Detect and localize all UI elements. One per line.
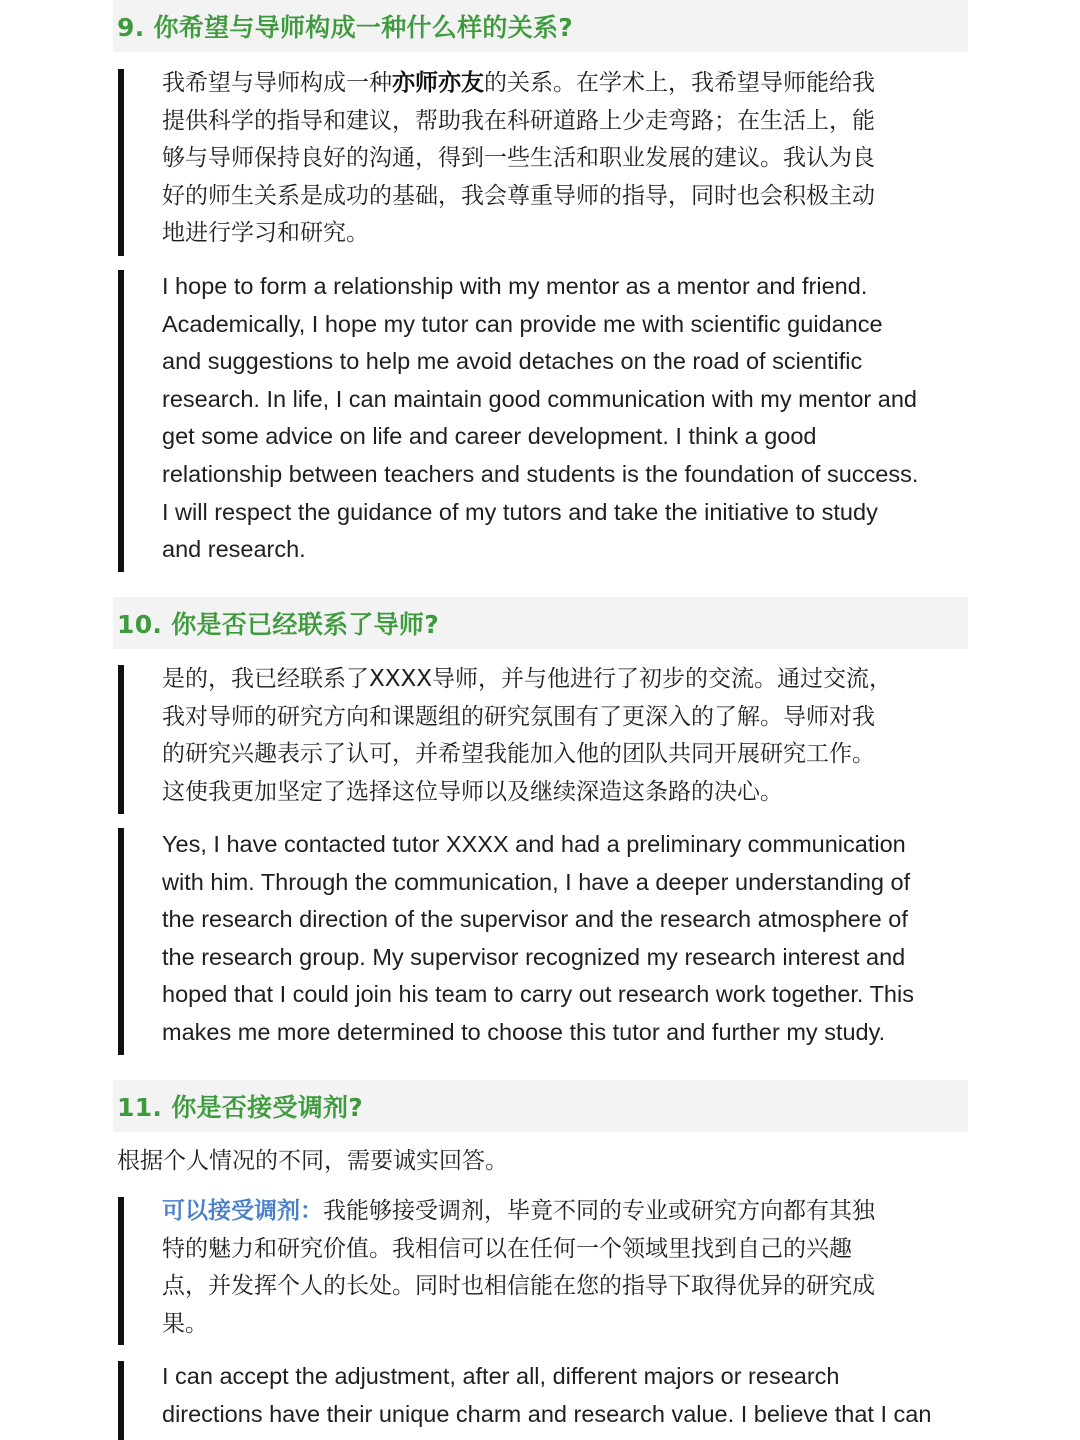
section-9-heading-text: 9. 你希望与导师构成一种什么样的关系? — [117, 13, 574, 42]
section-9-en-text — [162, 268, 962, 569]
section-10-heading — [113, 597, 968, 649]
section-10-en-line-1: Yes, I have contacted tutor XXXX and had a preliminary communication — [162, 831, 906, 857]
section-9-en-line-3: and suggestions to help me avoid detaches on the road of scientific — [162, 348, 863, 375]
section-10-en-line-6: makes me more determined to choose this tutor and further my study. — [162, 1018, 886, 1045]
section-9-zh-text — [162, 65, 962, 253]
section-9-answer-zh — [118, 69, 968, 256]
section-9-zh-line-2: 提供科学的指导和建议，帮助我在科研道路上少走弯路；在生活上，能 — [162, 107, 875, 134]
section-10-zh-line-2: 我对导师的研究方向和课题组的研究氛围有了更深入的了解。导师对我 — [162, 703, 875, 730]
section-9-en-line-1: I hope to form a relationship with my mentor as a mentor and friend. — [162, 273, 868, 299]
section-9-answer-en — [118, 270, 968, 572]
section-11-zh-line-3: 点，并发挥个人的长处。同时也相信能在您的指导下取得优异的研究成 — [162, 1273, 875, 1300]
section-11-zh-line-2: 特的魅力和研究价值。我相信可以在任何一个领域里找到自己的兴趣 — [162, 1235, 852, 1262]
section-10-heading-text: 10. 你是否已经联系了导师? — [117, 610, 439, 639]
section-9-en-line-8: and research. — [162, 536, 306, 563]
section-10-en-line-2: with him. Through the communication, I have a deeper understanding of — [162, 868, 911, 895]
section-9-en-line-6: relationship between teachers and students is the foundation of success. — [162, 460, 919, 487]
section-9-heading — [113, 0, 968, 52]
section-11-answer-zh — [118, 1197, 968, 1345]
section-9-en-line-4: research. In life, I can maintain good communication with my mentor and — [162, 385, 917, 412]
section-9-en-line-2: Academically, I hope my tutor can provide me with scientific guidance — [162, 310, 883, 337]
section-9-zh-line-5: 地进行学习和研究。 — [162, 220, 369, 247]
section-9-zh-line-1 — [162, 65, 962, 103]
section-11-zh-line-1 — [162, 1193, 962, 1231]
section-10-zh-line-3: 的研究兴趣表示了认可，并希望我能加入他的团队共同开展研究工作。 — [162, 741, 875, 768]
section-10-en-line-5: hoped that I could join his team to carry out research work together. This — [162, 981, 914, 1008]
accept-adjustment-label: 可以接受调剂： — [162, 1198, 323, 1224]
section-11-en-line-2: directions have their unique charm and research value. I believe that I can — [162, 1400, 932, 1427]
section-11-intro: 根据个人情况的不同，需要诚实回答。 — [117, 1148, 508, 1174]
section-9-zh-line-1-post: 的关系。在学术上，我希望导师能给我 — [484, 70, 875, 96]
section-9-en-line-7: I will respect the guidance of my tutors and take the initiative to study — [162, 498, 878, 525]
section-10-zh-line-4: 这使我更加坚定了选择这位导师以及继续深造这条路的决心。 — [162, 778, 783, 805]
section-10-answer-en — [118, 828, 968, 1055]
section-9-zh-line-4: 好的师生关系是成功的基础，我会尊重导师的指导，同时也会积极主动 — [162, 182, 875, 209]
section-11-en-text — [162, 1358, 962, 1433]
section-11-zh-line-1-post: 我能够接受调剂，毕竟不同的专业或研究方向都有其独 — [323, 1198, 875, 1224]
section-11-heading-text: 11. 你是否接受调剂? — [117, 1093, 364, 1122]
section-10-en-line-4: the research group. My supervisor recognized my research interest and — [162, 943, 906, 970]
section-9-zh-line-1-pre: 我希望与导师构成一种 — [162, 70, 392, 96]
section-9-zh-line-3: 够与导师保持良好的沟通，得到一些生活和职业发展的建议。我认为良 — [162, 145, 875, 172]
section-10-en-text — [162, 826, 962, 1052]
section-10-zh-line-1: 是的，我已经联系了XXXX导师，并与他进行了初步的交流。通过交流， — [162, 666, 893, 692]
section-10-en-line-3: the research direction of the supervisor and the research atmosphere of — [162, 906, 908, 933]
section-11-answer-en — [118, 1361, 968, 1440]
section-9-en-line-5: get some advice on life and career development. I think a good — [162, 423, 817, 450]
section-11-en-line-1: I can accept the adjustment, after all, different majors or research — [162, 1363, 840, 1389]
section-10-answer-zh — [118, 665, 968, 814]
section-9-zh-line-1-bold: 亦师亦友 — [392, 70, 484, 96]
section-11-heading — [113, 1080, 968, 1132]
section-11-zh-text — [162, 1193, 962, 1343]
section-10-zh-text — [162, 661, 962, 811]
section-11-zh-line-4: 果。 — [162, 1310, 208, 1337]
